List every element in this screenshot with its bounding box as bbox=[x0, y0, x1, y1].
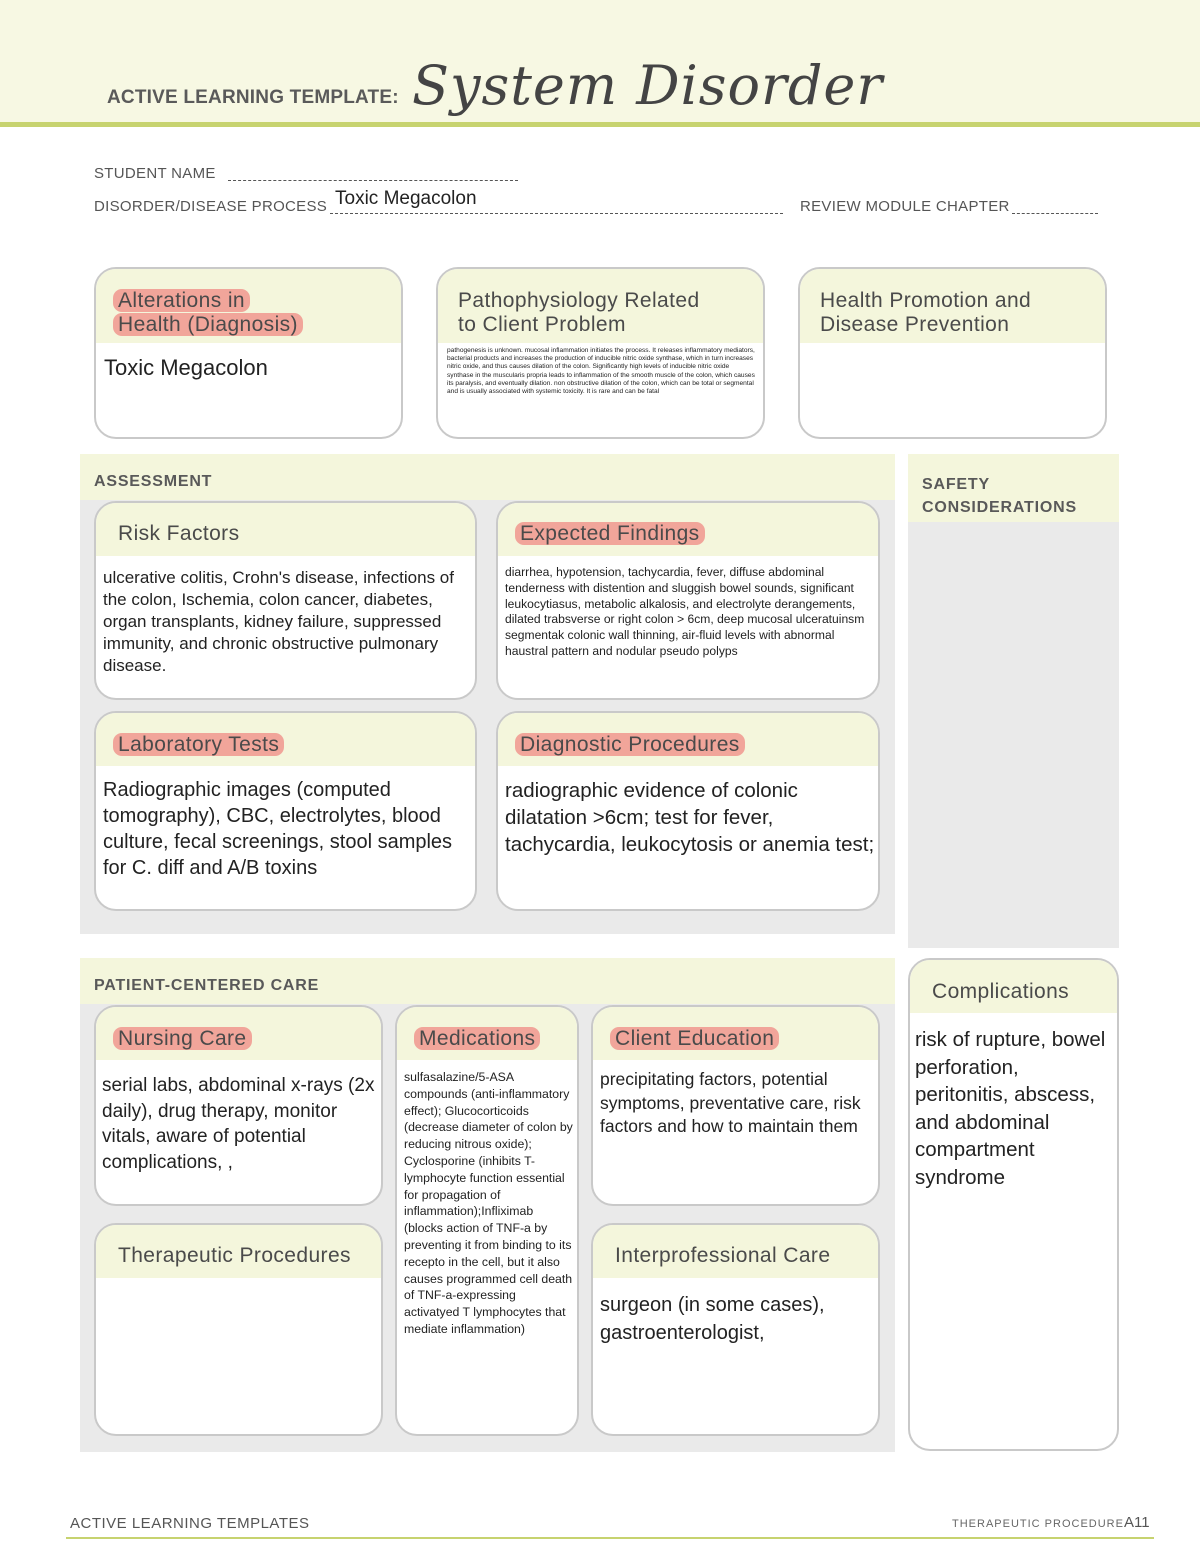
diagnostic-procedures-body: radiographic evidence of colonic dilatation >6cm; test for fever, tachycardia, leukocytosis or anemia test; bbox=[505, 779, 875, 856]
disorder-field[interactable] bbox=[330, 213, 783, 214]
interprofessional-care-body: surgeon (in some cases), gastroenterologist, bbox=[600, 1294, 825, 1344]
template-label: ACTIVE LEARNING TEMPLATE: bbox=[107, 87, 399, 108]
template-title: System Disorder bbox=[412, 54, 884, 117]
pathophysiology-title: Pathophysiology Related to Client Problem bbox=[458, 289, 700, 336]
diagnostic-procedures-box bbox=[496, 711, 880, 911]
review-module-field[interactable] bbox=[1012, 213, 1098, 214]
laboratory-tests-body: Radiographic images (computed tomography), CBC, electrolytes, blood culture, fecal screenings, stool samples for C. diff and A/B toxins bbox=[103, 779, 453, 879]
risk-factors-body: ulcerative colitis, Crohn's disease, infections of the colon, Ischemia, colon cancer, diabetes, organ transplants, kidney failure, suppressed immunity, and chronic obstructive pulmonary disease. bbox=[103, 568, 454, 675]
student-name-field[interactable] bbox=[228, 180, 518, 181]
nursing-care-title: Nursing Care bbox=[113, 1027, 252, 1051]
pathophysiology-body: pathogenesis is unknown. mucosal inflammation initiates the process. It releases inflammatory mediators, bacterial products and increases the production of inducible nitric oxide synthase, which in turn increases nitric oxide, and thus causes dilation of the colon. Significantly high levels of inducible nitric oxide synthase in the muscularis propria leads to inflammation of the smooth muscle of the colon, which causes its paralysis, and eventually dilation. non obstructive dilation of the colon, which can be total or segmental and is usually associated with systemic toxicity. It is rare and can be fatal bbox=[447, 347, 755, 396]
student-name-label: STUDENT NAME bbox=[94, 165, 216, 182]
complications-title: Complications bbox=[932, 980, 1070, 1003]
medications-box bbox=[395, 1005, 579, 1436]
footer-right: THERAPEUTIC PROCEDURE bbox=[952, 1518, 1124, 1530]
disorder-label: DISORDER/DISEASE PROCESS bbox=[94, 198, 328, 215]
risk-factors-box bbox=[94, 501, 477, 700]
nursing-care-body: serial labs, abdominal x-rays (2x daily), drug therapy, monitor vitals, aware of potential complications, , bbox=[102, 1075, 375, 1173]
alterations-box bbox=[94, 267, 403, 439]
complications-box bbox=[908, 958, 1119, 1451]
nursing-care-box bbox=[94, 1005, 383, 1206]
medications-body: sulfasalazine/5-ASA compounds (anti-inflammatory effect); Glucocorticoids (decrease diameter of colon by reducing nitrous oxide); Cyclosporine (inhibits T-lymphocyte function essential for propagation of inflammation);Infliximab (blocks action of TNF-a by preventing it from binding to its recepto in the cell, but it also causes programmed cell death of TNF-a-expressing activatyed T lymphocytes that mediate inflammation) bbox=[404, 1070, 573, 1336]
alterations-title: Alterations in Health (Diagnosis) bbox=[113, 289, 303, 337]
therapeutic-procedures-title: Therapeutic Procedures bbox=[118, 1244, 351, 1267]
footer-rule bbox=[66, 1537, 1154, 1539]
risk-factors-title: Risk Factors bbox=[118, 522, 240, 545]
disorder-value: Toxic Megacolon bbox=[335, 188, 477, 209]
complications-body: risk of rupture, bowel perforation, peritonitis, abscess, and abdominal compartment syndrome bbox=[915, 1028, 1106, 1189]
interprofessional-care-box bbox=[591, 1223, 880, 1436]
diagnostic-procedures-title: Diagnostic Procedures bbox=[515, 733, 745, 757]
health-promotion-box bbox=[798, 267, 1107, 439]
client-education-body: precipitating factors, potential symptoms, preventative care, risk factors and how to maintain them bbox=[600, 1069, 861, 1136]
client-education-box bbox=[591, 1005, 880, 1206]
expected-findings-body: diarrhea, hypotension, tachycardia, fever, diffuse abdominal tenderness with distention and sluggish bowel sounds, significant leukocytiasus, metabolic alkalosis, and electrolyte derangements, dilated trabsverse or right colon > 6cm, deep mucosal ulceratuinsm segmentak colonic wall thinning, air-fluid levels with abnormal haustral pattern and nodular pseudo polyps bbox=[505, 565, 865, 658]
health-promotion-title: Health Promotion and Disease Prevention bbox=[820, 289, 1032, 336]
laboratory-tests-box bbox=[94, 711, 477, 911]
footer-page-number: A11 bbox=[1124, 1514, 1150, 1531]
pathophysiology-box bbox=[436, 267, 765, 439]
footer-left: ACTIVE LEARNING TEMPLATES bbox=[70, 1515, 310, 1532]
medications-title: Medications bbox=[414, 1027, 540, 1051]
client-education-title: Client Education bbox=[610, 1027, 779, 1051]
interprofessional-care-title: Interprofessional Care bbox=[615, 1244, 831, 1267]
expected-findings-title: Expected Findings bbox=[515, 522, 705, 546]
header-rule bbox=[0, 122, 1200, 127]
safety-title: SAFETY CONSIDERATIONS bbox=[922, 476, 1077, 516]
alterations-body: Toxic Megacolon bbox=[104, 355, 268, 380]
safety-section bbox=[908, 454, 1119, 948]
patient-centered-care-title: PATIENT-CENTERED CARE bbox=[94, 977, 320, 994]
assessment-title: ASSESSMENT bbox=[94, 473, 213, 490]
expected-findings-box bbox=[496, 501, 880, 700]
therapeutic-procedures-box bbox=[94, 1223, 383, 1436]
laboratory-tests-title: Laboratory Tests bbox=[113, 733, 284, 757]
review-module-label: REVIEW MODULE CHAPTER bbox=[800, 198, 1010, 215]
